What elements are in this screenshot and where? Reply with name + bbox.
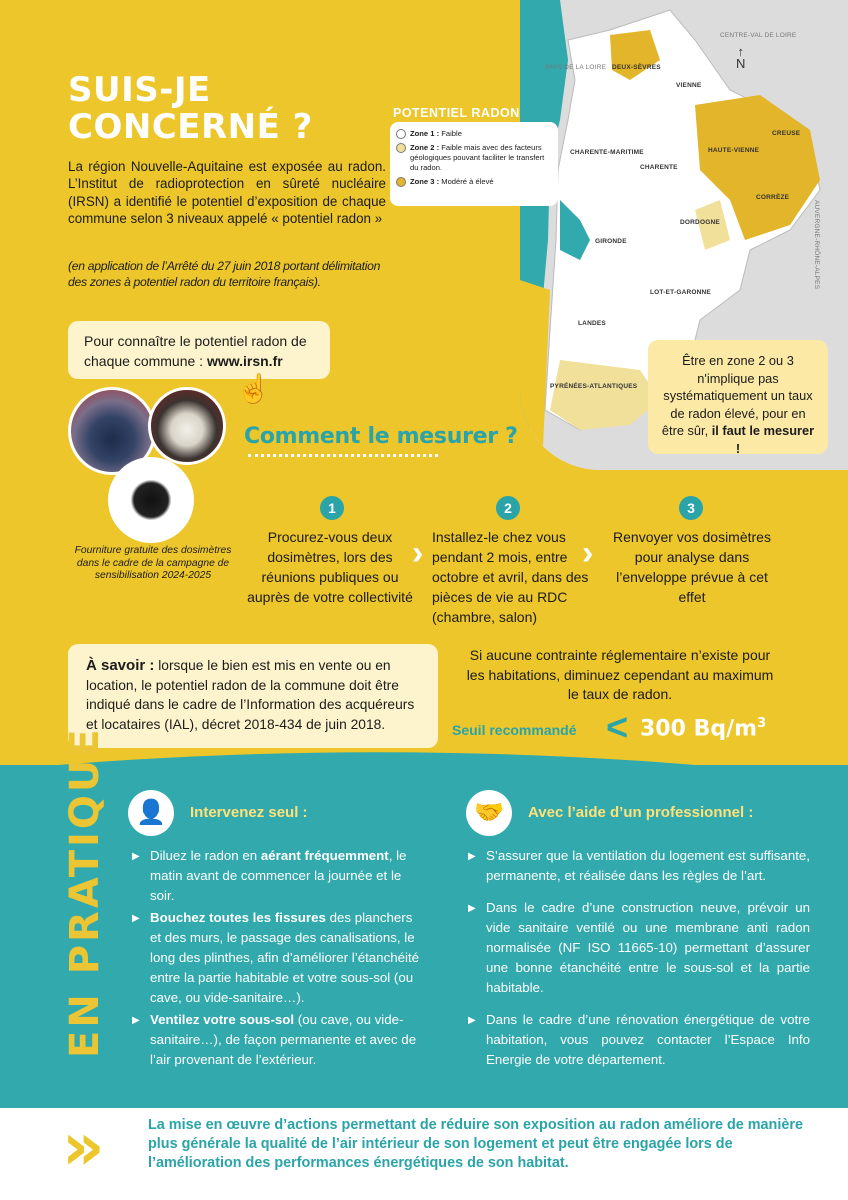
irsn-info-box (68, 321, 330, 379)
dosimeter-photo-2 (148, 387, 226, 465)
a-savoir-text: lorsque le bien est mis en vente ou en location, le potentiel radon de la commune doit être indiqué dans le cadre de l’Information des acquéreurs et locataires (IAL), décret 2018-434 de juin 2018. (86, 658, 415, 732)
irsn-text: Pour connaître le potentiel radon de chaque commune : (84, 333, 307, 369)
person-icon: 👤 (128, 790, 174, 836)
chevron-right-icon: › (412, 534, 424, 572)
left-column-title: Intervenez seul : (190, 804, 308, 821)
map-label-lot-et-garonne: LOT-ET-GARONNE (650, 289, 711, 296)
map-label-haute-vienne: HAUTE-VIENNE (708, 147, 760, 154)
map-note-box (648, 340, 828, 454)
legend-zone-2: Zone 2 : Faible mais avec des facteurs géologiques pouvant faciliter le transfert du radon. (396, 143, 552, 173)
list-item: ▶ Dans le cadre d’une rénovation énergétique de votre habitation, vous pouvez contacter l’Espace Info Energie de votre département. (468, 1010, 810, 1070)
list-item: ▶ Dans le cadre d’une construction neuve, prévoir un vide sanitaire ventilé ou une membrane anti radon normalisée (NF ISO 11665-10) permettant d’assurer une bonne étanchéité entre le sous-sol et la partie habitable. (468, 898, 810, 998)
step-3-text: Renvoyer vos dosimètres pour analyse dans l’enveloppe prévue à cet effet (613, 529, 771, 605)
map-label-charente-maritime: CHARENTE-MARITIME (570, 149, 644, 156)
legend-title: POTENTIEL RADON (393, 106, 520, 120)
step-2-number: 2 (496, 496, 520, 520)
list-item: ▶ Diluez le radon en aérant fréquemment, le matin avant de commencer la journée et le soir. (132, 846, 426, 906)
map-legend (390, 122, 558, 206)
map-label-gironde: GIRONDE (595, 238, 627, 245)
chevron-right-icon: › (582, 534, 594, 572)
map-label-deux-sevres: DEUX-SÈVRES (612, 64, 661, 71)
dosimeter-photo-3 (108, 457, 194, 543)
list-item: ▶ Ventilez votre sous-sol (ou cave, ou vide-sanitaire…), de façon permanente et avec de l’air provenant de l’extérieur. (132, 1010, 426, 1070)
step-2-text: Installez-le chez vous pendant 2 mois, entre octobre et avril, dans des pièces de vie au RDC (chambre, salon) (432, 529, 589, 625)
double-chevron-icon: » (62, 1108, 91, 1185)
bottom-text: La mise en œuvre d’actions permettant de réduire son exposition au radon améliore de manière plus générale la qualité de l’air intérieur de son logement et peut être engagée lors de l’amélioration des performances énergétiques de son habitat. (148, 1117, 803, 1171)
zone-3-swatch (396, 177, 406, 187)
measure-title: Comment le mesurer ? (244, 424, 518, 449)
map-label-vienne: VIENNE (676, 82, 702, 89)
map-label-dordogne: DORDOGNE (680, 219, 720, 226)
seuil-label: Seuil recommandé (452, 722, 577, 738)
legend-zone-3: Zone 3 : Modéré à élevé (396, 177, 552, 187)
map-label-centre: CENTRE-VAL DE LOIRE (720, 32, 797, 39)
map-label-charente: CHARENTE (640, 164, 678, 171)
reglement-text: Si aucune contrainte réglementaire n’existe pour les habitations, diminuez cependant au maximum le taux de radon. (466, 647, 774, 702)
list-item: ▶ Bouchez toutes les fissures des planchers et des murs, le passage des canalisations, le long des plinthes, afin d’améliorer l’étanchéité entre la partie habitable et votre sous-sol (ou cave, ou vide-sanitaire…). (132, 908, 426, 1008)
a-savoir-label: À savoir : (86, 657, 155, 674)
irsn-link[interactable]: www.irsn.fr (206, 353, 283, 369)
intro-legal-note: (en application de l’Arrêté du 27 juin 2018 portant délimitation des zones à potentiel radon du territoire français). (68, 259, 381, 289)
title-underline (248, 454, 438, 457)
map-label-auvergne: AUVERGNE-RHÔNE-ALPES (813, 200, 820, 290)
map-note-text: Être en zone 2 ou 3 n'implique pas systématiquement un taux de radon élevé, pour en être sûr, (661, 353, 813, 438)
hand-cursor-icon: ☝ (236, 373, 271, 404)
map-label-pyrenees: PYRÉNÉES-ATLANTIQUES (550, 383, 638, 390)
intro-text: La région Nouvelle-Aquitaine est exposée au radon. L’Institut de radioprotection en sûreté nucléaire (IRSN) a identifié le potentiel d’exposition de chaque commune selon 3 niveaux appelé « potentiel radon » (68, 159, 386, 227)
step-1-number: 1 (320, 496, 344, 520)
zone-2-swatch (396, 143, 406, 153)
left-column-list (132, 846, 426, 1072)
a-savoir-box (68, 644, 438, 748)
less-than-sign: < (606, 707, 629, 749)
zone-1-swatch (396, 129, 406, 139)
en-pratique-title: EN PRATIQUE (62, 726, 108, 1058)
map-note-bold: il faut le mesurer ! (711, 423, 815, 456)
handshake-icon: 🤝 (466, 790, 512, 836)
legend-zone-1: Zone 1 : Faible (396, 129, 552, 139)
list-item: ▶ S’assurer que la ventilation du logement est suffisante, permanente, et réalisée dans les règles de l’art. (468, 846, 810, 886)
map-label-correze: CORRÈZE (756, 194, 790, 201)
step-1-text: Procurez-vous deux dosimètres, lors des réunions publiques ou auprès de votre collectivité (247, 529, 413, 605)
map-label-landes: LANDES (578, 320, 606, 327)
right-column-title: Avec l’aide d’un professionnel : (528, 804, 754, 821)
map-label-pays-loire: PAYS DE LA LOIRE (545, 64, 607, 71)
step-3-number: 3 (679, 496, 703, 520)
photos-caption: Fourniture gratuite des dosimètres dans le cadre de la campagne de sensibilisation 2024-2025 (74, 545, 232, 581)
seuil-value: 300 $Bq/m^3$ (640, 716, 767, 742)
north-arrow-icon: ↑ N (736, 44, 746, 71)
page-title: SUIS-JE CONCERNÉ ? (68, 70, 313, 147)
right-column-list (468, 846, 810, 1082)
map-label-creuse: CREUSE (772, 130, 801, 137)
